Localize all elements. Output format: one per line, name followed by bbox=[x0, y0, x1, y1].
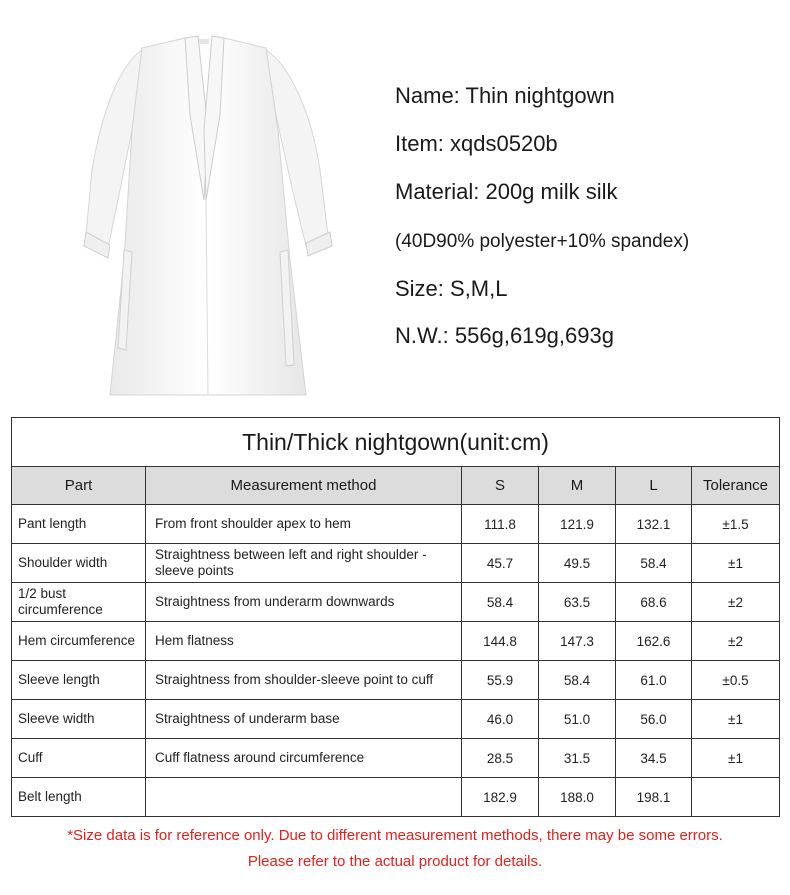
cell-size-s: 111.8 bbox=[462, 505, 539, 544]
cell-part: Cuff bbox=[12, 739, 146, 778]
table-row bbox=[12, 505, 780, 544]
table-row bbox=[12, 622, 780, 661]
cell-size-m: 188.0 bbox=[539, 778, 616, 817]
header-method: Measurement method bbox=[146, 467, 462, 505]
product-net-weight: N.W.: 556g,619g,693g bbox=[395, 323, 614, 348]
cell-size-m: 51.0 bbox=[539, 700, 616, 739]
reference-note-2: Please refer to the actual product for details. bbox=[247, 853, 543, 870]
cell-size-s: 28.5 bbox=[462, 739, 539, 778]
product-size: Size: S,M,L bbox=[395, 276, 508, 301]
cell-size-l: 58.4 bbox=[616, 544, 692, 583]
cell-size-l: 34.5 bbox=[616, 739, 692, 778]
cell-method: Straightness of underarm base bbox=[146, 700, 462, 739]
cell-size-l: 61.0 bbox=[616, 661, 692, 700]
cell-tolerance: ±1 bbox=[692, 544, 780, 583]
cell-method: Straightness between left and right shoulder -sleeve points bbox=[146, 544, 462, 583]
cell-tolerance: ±2 bbox=[692, 583, 780, 622]
cell-size-s: 45.7 bbox=[462, 544, 539, 583]
cell-size-l: 198.1 bbox=[616, 778, 692, 817]
cell-size-m: 49.5 bbox=[539, 544, 616, 583]
table-row bbox=[12, 583, 780, 622]
cell-part: Hem circumference bbox=[12, 622, 146, 661]
cell-part: Shoulder width bbox=[12, 544, 146, 583]
table-row bbox=[12, 661, 780, 700]
cell-size-s: 58.4 bbox=[462, 583, 539, 622]
cell-method: From front shoulder apex to hem bbox=[146, 505, 462, 544]
cell-tolerance: ±2 bbox=[692, 622, 780, 661]
cell-part: Sleeve length bbox=[12, 661, 146, 700]
product-item: Item: xqds0520b bbox=[395, 131, 558, 156]
cell-method bbox=[146, 778, 462, 817]
table-title: Thin/Thick nightgown(unit:cm) bbox=[12, 418, 780, 467]
cell-tolerance: ±1 bbox=[692, 700, 780, 739]
cell-method: Hem flatness bbox=[146, 622, 462, 661]
cell-size-l: 68.6 bbox=[616, 583, 692, 622]
header-part: Part bbox=[12, 467, 146, 505]
cell-size-s: 46.0 bbox=[462, 700, 539, 739]
header-tolerance: Tolerance bbox=[692, 467, 780, 505]
cell-part: Belt length bbox=[12, 778, 146, 817]
cell-tolerance: ±0.5 bbox=[692, 661, 780, 700]
table-row bbox=[12, 700, 780, 739]
cell-size-s: 182.9 bbox=[462, 778, 539, 817]
cell-size-m: 147.3 bbox=[539, 622, 616, 661]
cell-tolerance: ±1 bbox=[692, 739, 780, 778]
cell-size-m: 58.4 bbox=[539, 661, 616, 700]
cell-part: 1/2 bust circumference bbox=[12, 583, 146, 622]
header-m: M bbox=[539, 467, 616, 505]
cell-size-m: 31.5 bbox=[539, 739, 616, 778]
cell-method: Cuff flatness around circumference bbox=[146, 739, 462, 778]
product-material: Material: 200g milk silk bbox=[395, 179, 618, 204]
table-row bbox=[12, 778, 780, 817]
size-table bbox=[11, 417, 780, 817]
cell-method: Straightness from underarm downwards bbox=[146, 583, 462, 622]
cell-size-s: 55.9 bbox=[462, 661, 539, 700]
table-row bbox=[12, 739, 780, 778]
cell-size-l: 162.6 bbox=[616, 622, 692, 661]
reference-note: *Size data is for reference only. Due to different measurement methods, there may be some errors. bbox=[67, 827, 723, 844]
cell-size-m: 63.5 bbox=[539, 583, 616, 622]
cell-size-l: 132.1 bbox=[616, 505, 692, 544]
table-header-row bbox=[12, 467, 780, 505]
product-name: Name: Thin nightgown bbox=[395, 83, 615, 108]
header-l: L bbox=[616, 467, 692, 505]
product-material-detail: (40D90% polyester+10% spandex) bbox=[395, 231, 690, 252]
cell-size-s: 144.8 bbox=[462, 622, 539, 661]
cell-tolerance: ±1.5 bbox=[692, 505, 780, 544]
cell-method: Straightness from shoulder-sleeve point to cuff bbox=[146, 661, 462, 700]
cell-part: Pant length bbox=[12, 505, 146, 544]
cell-size-m: 121.9 bbox=[539, 505, 616, 544]
cell-size-l: 56.0 bbox=[616, 700, 692, 739]
cell-tolerance bbox=[692, 778, 780, 817]
white-nightgown-photo bbox=[80, 20, 340, 405]
table-row bbox=[12, 544, 780, 583]
cell-part: Sleeve width bbox=[12, 700, 146, 739]
header-s: S bbox=[462, 467, 539, 505]
